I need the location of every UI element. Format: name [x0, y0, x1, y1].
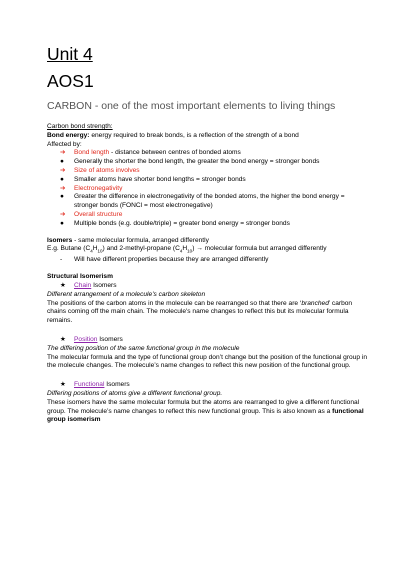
factor-text: Smaller atoms have shorter bond lengths = stronger bonds — [74, 175, 246, 183]
factor-text: Generally the shorter the bond length, the greater the bond energy = stronger bonds — [74, 158, 320, 166]
factor-item — [47, 211, 367, 220]
affected-by-label: Affected by: — [47, 140, 82, 148]
star-icon: ★ — [60, 336, 66, 344]
star-icon: ★ — [60, 282, 66, 290]
bullet-icon: ● — [60, 175, 64, 183]
factor-text: Greater the difference in electronegativity of the bonded atoms, the higher the bond energy = stronger bonds (FONCl = most electronegative) — [74, 193, 345, 210]
example-text: E.g. Butane (C — [47, 245, 91, 253]
factor-item — [47, 185, 367, 194]
arrow-icon: ➔ — [60, 210, 66, 218]
factor-label: Size of atoms involves — [74, 166, 140, 174]
functional-body — [47, 399, 367, 425]
chain-link[interactable]: Chain — [74, 282, 92, 290]
isomers-example — [47, 245, 367, 256]
factor-text: - distance between centres of bonded atoms — [109, 149, 241, 157]
functional-link[interactable]: Functional — [74, 381, 105, 389]
chain-body-emphasis: branched — [301, 299, 329, 307]
example-text: ) → molecular formula but arranged differently — [192, 245, 327, 253]
page-title: Unit 4 — [47, 44, 93, 64]
functional-isomers-item — [47, 381, 367, 390]
bond-factor-list — [47, 149, 367, 228]
chain-body-text: The positions of the carbon atoms in the molecule can be rearranged so that there are ‘ — [47, 299, 302, 307]
arrow-icon: ➔ — [60, 166, 66, 174]
isomers-definition — [47, 237, 367, 246]
example-text: ) and 2-methyl-propane (C — [102, 245, 180, 253]
subscript: 4 — [179, 248, 183, 254]
chain-label-rest: Isomers — [91, 282, 117, 290]
factor-detail — [47, 176, 367, 185]
factor-text: Multiple bonds (e.g. double/triple) = greater bond energy = stronger bonds — [74, 219, 290, 227]
chain-body-text: ’ carbon chains coming off the main chain. The molecule's name changes to reflect this but its molecular formula remains. — [47, 299, 353, 325]
chain-body — [47, 300, 367, 326]
bond-energy-definition — [47, 132, 367, 141]
functional-body-text: These isomers have the same molecular formula but the atoms are rearranged to give a different functional group. The molecule’s name changes to reflect this new functional group. This is also known as a — [47, 398, 360, 415]
example-text: H — [92, 245, 98, 253]
position-isomers-item — [47, 336, 367, 345]
document-content — [47, 44, 367, 425]
dash-icon: - — [60, 256, 63, 264]
carbon-bond-heading: Carbon bond strength: — [47, 123, 113, 130]
arrow-icon: ➔ — [60, 149, 66, 157]
functional-label-rest: Isomers — [104, 381, 130, 389]
isomers-note-text: Will have different properties because they are arranged differently — [74, 256, 269, 264]
subscript: 10 — [97, 248, 103, 254]
functional-definition: Differing positions of atoms give a different functional group. — [47, 390, 223, 398]
subscript: 10 — [187, 248, 193, 254]
structural-isomerism-heading: Structural Isomerism — [47, 273, 113, 281]
bond-energy-label: Bond energy: — [47, 131, 90, 139]
position-link[interactable]: Position — [74, 336, 98, 344]
arrow-icon: ➔ — [60, 184, 66, 192]
chain-isomers-item — [47, 282, 367, 291]
factor-label: Overall structure — [74, 210, 123, 218]
section-code: AOS1 — [47, 71, 94, 91]
position-body: The molecular formula and the type of functional group don’t change but the position of the functional group in the molecule changes. The molecule’s name changes to reflect this new position of the functional group. — [47, 353, 368, 370]
factor-label: Electronegativity — [74, 184, 123, 192]
bullet-icon: ● — [60, 219, 64, 227]
factor-label: Bond length — [74, 149, 110, 157]
isomers-label: Isomers — [47, 236, 73, 244]
isomers-def-text: - same molecular formula, arranged differently — [72, 236, 209, 244]
factor-item — [47, 167, 367, 176]
position-definition: The differing position of the same functional group in the molecule — [47, 344, 240, 352]
functional-body-bold: functional group isomerism — [47, 407, 364, 424]
star-icon: ★ — [60, 381, 66, 389]
bullet-icon: ● — [60, 193, 64, 201]
bullet-icon: ● — [60, 158, 64, 166]
example-text: H — [182, 245, 188, 253]
isomers-note — [47, 256, 367, 265]
section-heading: CARBON - one of the most important elements to living things — [47, 100, 336, 112]
subscript: 4 — [90, 248, 93, 254]
bond-energy-text: energy required to break bonds, is a reflection of the strength of a bond — [89, 131, 299, 139]
factor-detail — [47, 220, 367, 229]
chain-definition: Different arrangement of a molecule's carbon skeleton — [47, 290, 206, 298]
factor-detail — [47, 193, 367, 211]
position-label-rest: Isomers — [97, 336, 123, 344]
factor-detail — [47, 158, 367, 167]
factor-item — [47, 149, 367, 158]
